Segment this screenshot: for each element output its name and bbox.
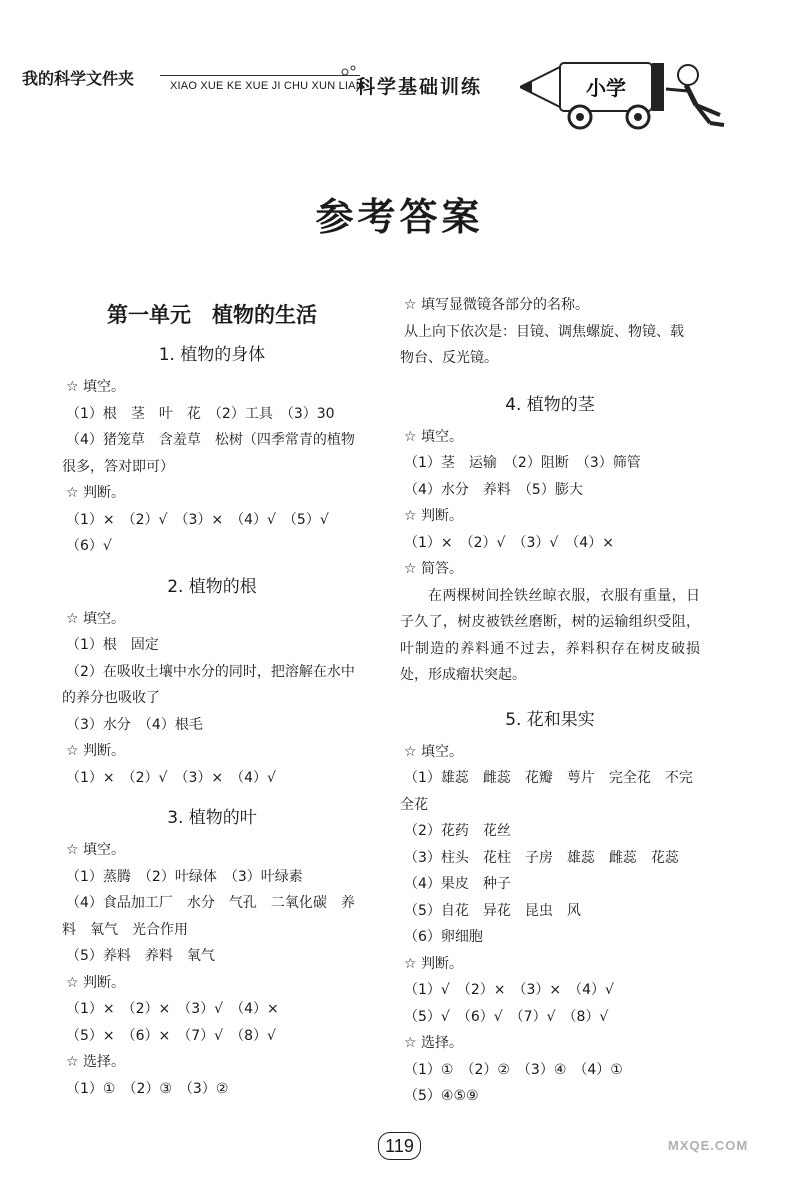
unit-title: 第一单元 植物的生活 [107,302,317,327]
answer-line: 料 氧气 光合作用 [62,921,188,938]
section-title: 5. 花和果实 [505,709,595,730]
answer-line: 很多，答对即可） [62,458,174,475]
answer-line: （1）① （2）② （3）④ （4）① [404,1061,623,1078]
header-rule [160,75,360,76]
page-number: 119 [378,1132,421,1160]
question-type: ☆ 选择。 [404,1035,464,1051]
answer-line: （4）水分 养料 （5）膨大 [404,481,583,498]
left-column [62,296,362,1102]
answer-line: （2）在吸收土壤中水分的同时，把溶解在水中 [66,663,355,680]
question-type: ☆ 判断。 [66,485,126,501]
page-title: 参考答案 [315,194,484,239]
answer-line: （1）根 茎 叶 花 （2）工具 （3）30 [66,405,335,422]
right-column [400,296,700,1110]
answer-line: （1）茎 运输 （2）阻断 （3）筛管 [404,455,641,471]
question-type: ☆ 选择。 [66,1054,126,1070]
answer-line: （5）√ （6）√ （7）√ （8）√ [404,1008,609,1025]
question-type: ☆ 填空。 [66,842,126,858]
answer-line: （5）养料 养料 氧气 [66,948,215,964]
answer-line: 物台、反光镜。 [400,350,498,366]
answer-line: （5）④⑤⑨ [404,1088,479,1104]
answer-line: （6）√ [66,538,112,554]
question-type: ☆ 判断。 [404,508,464,524]
question-type: ☆ 填空。 [404,743,464,760]
answer-line: （3）柱头 花柱 子房 雄蕊 雌蕊 花蕊 [404,849,679,866]
answer-line: （1）× （2）√ （3）√ （4）× [404,534,614,551]
answer-line: （2）花药 花丝 [404,823,511,839]
answer-line: （4）果皮 种子 [404,876,511,892]
answer-line: 的养分也吸收了 [62,690,160,706]
answer-line: （5）自花 异花 昆虫 风 [404,902,581,919]
question-type: ☆ 判断。 [66,743,126,759]
question-type: ☆ 填空。 [404,428,464,445]
answer-line: 从上向下依次是：目镜、调焦螺旋、物镜、载 [404,323,684,340]
header-pinyin: XIAO XUE KE XUE JI CHU XUN LIAN [170,80,364,92]
answer-line: （4）猪笼草 含羞草 松树（四季常青的植物 [66,432,355,448]
answer-line: （3）水分 （4）根毛 [66,716,203,733]
answer-line: （1）① （2）③ （3）② [66,1080,229,1097]
question-type: ☆ 判断。 [404,955,464,972]
question-type: ☆ 判断。 [66,974,126,991]
section-title: 4. 植物的茎 [505,394,595,415]
answer-line: （6）卵细胞 [404,929,483,945]
question-type: ☆ 填空。 [66,379,126,395]
question-type: ☆ 填写显微镜各部分的名称。 [404,297,590,313]
answer-line: （1）雄蕊 雌蕊 花瓣 萼片 完全花 不完 [404,770,693,786]
answer-line: （1）√ （2）× （3）× （4）√ [404,982,614,998]
section-title: 1. 植物的身体 [158,345,266,365]
answer-line: （5）× （6）× （7）√ （8）√ [66,1027,276,1044]
section-title: 3. 植物的叶 [167,808,257,828]
series-left-label: 我的科学文件夹 [22,69,135,88]
grade-label: 小学 [586,76,626,100]
series-title: 科学基础训练 [356,76,483,98]
answer-line: （1）× （2）× （3）√ （4）× [66,1001,279,1017]
answer-line: （1）蒸腾 （2）叶绿体 （3）叶绿素 [66,868,303,885]
answer-line: （1）根 固定 [66,637,159,653]
watermark: MXQE.COM [668,1138,749,1153]
answer-line: （1）× （2）√ （3）× （4）√ （5）√ [66,511,329,528]
answer-line: 全花 [400,796,428,813]
section-title: 2. 植物的根 [167,576,257,597]
page-header [0,0,799,140]
question-type: ☆ 简答。 [404,561,464,577]
short-answer-paragraph: 在两棵树间拴铁丝晾衣服，衣服有重量，日子久了，树皮被铁丝磨断，树的运输组织受阻，叶制造的养料通不过去，养料积存在树皮破损处，形成瘤状突起。 [400,587,700,683]
answer-line: （1）× （2）√ （3）× （4）√ [66,769,276,786]
answer-line: （4）食品加工厂 水分 气孔 二氧化碳 养 [66,895,355,911]
question-type: ☆ 填空。 [66,610,126,627]
